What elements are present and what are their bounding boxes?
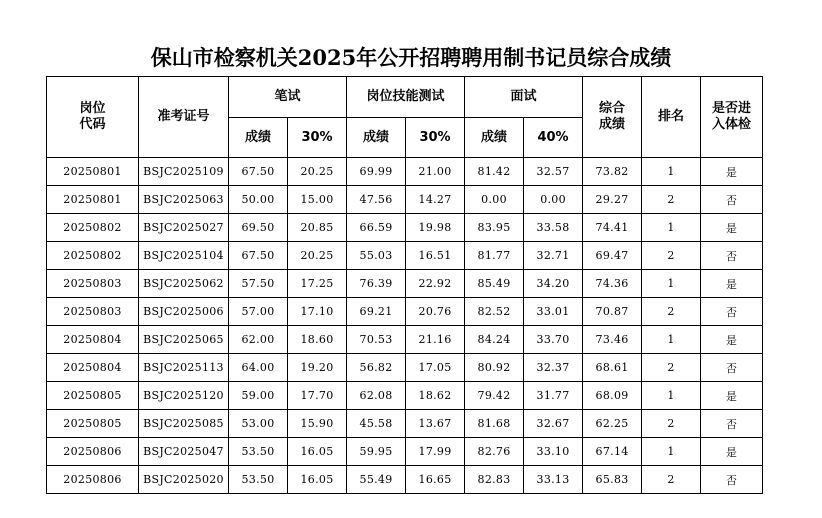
interview-weighted-cell: 33.01: [524, 298, 583, 326]
physical-exam-cell: 是: [701, 214, 763, 242]
skill-score-cell: 59.95: [347, 438, 406, 466]
post-code-cell: 20250802: [47, 242, 139, 270]
physical-exam-cell: 否: [701, 298, 763, 326]
written-weighted-cell: 17.70: [288, 382, 347, 410]
interview-score-cell: 82.76: [465, 438, 524, 466]
skill-score-cell: 45.58: [347, 410, 406, 438]
interview-weighted-cell: 33.10: [524, 438, 583, 466]
skill-weighted-cell: 14.27: [406, 186, 465, 214]
written-weighted-cell: 17.10: [288, 298, 347, 326]
written-weighted-cell: 20.85: [288, 214, 347, 242]
rank-cell: 2: [642, 298, 701, 326]
rank-cell: 2: [642, 354, 701, 382]
rank-cell: 1: [642, 326, 701, 354]
interview-score-cell: 81.77: [465, 242, 524, 270]
written-weighted-cell: 20.25: [288, 242, 347, 270]
header-interview-score: 成绩: [465, 118, 524, 158]
total-score-cell: 65.83: [583, 466, 642, 494]
physical-exam-cell: 是: [701, 270, 763, 298]
written-score-cell: 53.00: [229, 410, 288, 438]
header-physical-exam: 是否进 入体检: [701, 77, 763, 158]
skill-score-cell: 62.08: [347, 382, 406, 410]
interview-score-cell: 79.42: [465, 382, 524, 410]
post-code-cell: 20250805: [47, 382, 139, 410]
physical-exam-cell: 否: [701, 410, 763, 438]
skill-score-cell: 55.03: [347, 242, 406, 270]
interview-weighted-cell: 31.77: [524, 382, 583, 410]
skill-weighted-cell: 17.99: [406, 438, 465, 466]
header-written-exam: 笔试: [229, 77, 347, 118]
skill-score-cell: 69.99: [347, 158, 406, 186]
interview-score-cell: 82.83: [465, 466, 524, 494]
total-score-cell: 74.41: [583, 214, 642, 242]
exam-number-cell: BSJC2025065: [139, 326, 229, 354]
written-weighted-cell: 19.20: [288, 354, 347, 382]
header-interview: 面试: [465, 77, 583, 118]
physical-exam-cell: 是: [701, 438, 763, 466]
total-score-cell: 69.47: [583, 242, 642, 270]
skill-score-cell: 76.39: [347, 270, 406, 298]
exam-number-cell: BSJC2025109: [139, 158, 229, 186]
post-code-cell: 20250804: [47, 326, 139, 354]
physical-exam-cell: 是: [701, 382, 763, 410]
skill-weighted-cell: 16.65: [406, 466, 465, 494]
exam-number-cell: BSJC2025027: [139, 214, 229, 242]
table-row: [47, 242, 763, 270]
skill-weighted-cell: 19.98: [406, 214, 465, 242]
rank-cell: 1: [642, 270, 701, 298]
interview-score-cell: 85.49: [465, 270, 524, 298]
skill-weighted-cell: 20.76: [406, 298, 465, 326]
rank-cell: 2: [642, 466, 701, 494]
exam-number-cell: BSJC2025063: [139, 186, 229, 214]
header-post-code: 岗位 代码: [47, 77, 139, 158]
total-score-cell: 73.82: [583, 158, 642, 186]
interview-score-cell: 83.95: [465, 214, 524, 242]
written-weighted-cell: 15.00: [288, 186, 347, 214]
interview-score-cell: 0.00: [465, 186, 524, 214]
post-code-cell: 20250801: [47, 186, 139, 214]
score-table: [46, 76, 763, 494]
total-score-cell: 29.27: [583, 186, 642, 214]
skill-weighted-cell: 21.16: [406, 326, 465, 354]
rank-cell: 2: [642, 186, 701, 214]
table-row: [47, 298, 763, 326]
written-score-cell: 57.00: [229, 298, 288, 326]
total-score-cell: 68.61: [583, 354, 642, 382]
post-code-cell: 20250805: [47, 410, 139, 438]
table-body: [47, 158, 763, 494]
header-row-1: [47, 77, 763, 118]
skill-score-cell: 69.21: [347, 298, 406, 326]
total-score-cell: 70.87: [583, 298, 642, 326]
written-weighted-cell: 17.25: [288, 270, 347, 298]
skill-weighted-cell: 21.00: [406, 158, 465, 186]
written-score-cell: 50.00: [229, 186, 288, 214]
post-code-cell: 20250802: [47, 214, 139, 242]
exam-number-cell: BSJC2025020: [139, 466, 229, 494]
table-row: [47, 466, 763, 494]
interview-weighted-cell: 33.70: [524, 326, 583, 354]
skill-score-cell: 70.53: [347, 326, 406, 354]
header-skill-test: 岗位技能测试: [347, 77, 465, 118]
written-weighted-cell: 15.90: [288, 410, 347, 438]
post-code-cell: 20250803: [47, 270, 139, 298]
interview-weighted-cell: 32.67: [524, 410, 583, 438]
interview-weighted-cell: 32.71: [524, 242, 583, 270]
post-code-cell: 20250804: [47, 354, 139, 382]
header-rank: 排名: [642, 77, 701, 158]
physical-exam-cell: 是: [701, 158, 763, 186]
interview-score-cell: 84.24: [465, 326, 524, 354]
table-row: [47, 270, 763, 298]
interview-weighted-cell: 32.57: [524, 158, 583, 186]
table-row: [47, 214, 763, 242]
exam-number-cell: BSJC2025047: [139, 438, 229, 466]
written-score-cell: 62.00: [229, 326, 288, 354]
interview-score-cell: 80.92: [465, 354, 524, 382]
post-code-cell: 20250801: [47, 158, 139, 186]
written-score-cell: 53.50: [229, 438, 288, 466]
total-score-cell: 67.14: [583, 438, 642, 466]
physical-exam-cell: 否: [701, 186, 763, 214]
written-score-cell: 64.00: [229, 354, 288, 382]
header-skill-percent: 30%: [406, 118, 465, 158]
header-exam-number: 准考证号: [139, 77, 229, 158]
interview-weighted-cell: 33.13: [524, 466, 583, 494]
rank-cell: 1: [642, 438, 701, 466]
exam-number-cell: BSJC2025113: [139, 354, 229, 382]
written-score-cell: 67.50: [229, 158, 288, 186]
skill-weighted-cell: 17.05: [406, 354, 465, 382]
header-written-percent: 30%: [288, 118, 347, 158]
table-row: [47, 326, 763, 354]
total-score-cell: 68.09: [583, 382, 642, 410]
rank-cell: 1: [642, 158, 701, 186]
table-row: [47, 382, 763, 410]
table-row: [47, 410, 763, 438]
interview-score-cell: 82.52: [465, 298, 524, 326]
table-row: [47, 186, 763, 214]
total-score-cell: 74.36: [583, 270, 642, 298]
physical-exam-cell: 否: [701, 354, 763, 382]
interview-score-cell: 81.68: [465, 410, 524, 438]
written-weighted-cell: 16.05: [288, 466, 347, 494]
exam-number-cell: BSJC2025006: [139, 298, 229, 326]
interview-weighted-cell: 33.58: [524, 214, 583, 242]
interview-weighted-cell: 34.20: [524, 270, 583, 298]
skill-weighted-cell: 22.92: [406, 270, 465, 298]
written-weighted-cell: 20.25: [288, 158, 347, 186]
skill-score-cell: 55.49: [347, 466, 406, 494]
post-code-cell: 20250806: [47, 438, 139, 466]
written-score-cell: 59.00: [229, 382, 288, 410]
written-score-cell: 69.50: [229, 214, 288, 242]
physical-exam-cell: 否: [701, 466, 763, 494]
table-row: [47, 438, 763, 466]
rank-cell: 1: [642, 214, 701, 242]
exam-number-cell: BSJC2025120: [139, 382, 229, 410]
skill-weighted-cell: 16.51: [406, 242, 465, 270]
physical-exam-cell: 否: [701, 242, 763, 270]
table-row: [47, 354, 763, 382]
written-score-cell: 53.50: [229, 466, 288, 494]
post-code-cell: 20250806: [47, 466, 139, 494]
header-interview-percent: 40%: [524, 118, 583, 158]
exam-number-cell: BSJC2025085: [139, 410, 229, 438]
written-weighted-cell: 16.05: [288, 438, 347, 466]
exam-number-cell: BSJC2025062: [139, 270, 229, 298]
post-code-cell: 20250803: [47, 298, 139, 326]
written-weighted-cell: 18.60: [288, 326, 347, 354]
rank-cell: 1: [642, 382, 701, 410]
skill-weighted-cell: 13.67: [406, 410, 465, 438]
rank-cell: 2: [642, 410, 701, 438]
skill-score-cell: 56.82: [347, 354, 406, 382]
header-written-score: 成绩: [229, 118, 288, 158]
skill-score-cell: 66.59: [347, 214, 406, 242]
skill-score-cell: 47.56: [347, 186, 406, 214]
written-score-cell: 67.50: [229, 242, 288, 270]
physical-exam-cell: 是: [701, 326, 763, 354]
header-skill-score: 成绩: [347, 118, 406, 158]
header-total-score: 综合 成绩: [583, 77, 642, 158]
total-score-cell: 62.25: [583, 410, 642, 438]
interview-weighted-cell: 32.37: [524, 354, 583, 382]
document-title: 保山市检察机关2025年公开招聘聘用制书记员综合成绩: [150, 45, 672, 70]
interview-weighted-cell: 0.00: [524, 186, 583, 214]
exam-number-cell: BSJC2025104: [139, 242, 229, 270]
interview-score-cell: 81.42: [465, 158, 524, 186]
written-score-cell: 57.50: [229, 270, 288, 298]
rank-cell: 2: [642, 242, 701, 270]
table-row: [47, 158, 763, 186]
skill-weighted-cell: 18.62: [406, 382, 465, 410]
total-score-cell: 73.46: [583, 326, 642, 354]
